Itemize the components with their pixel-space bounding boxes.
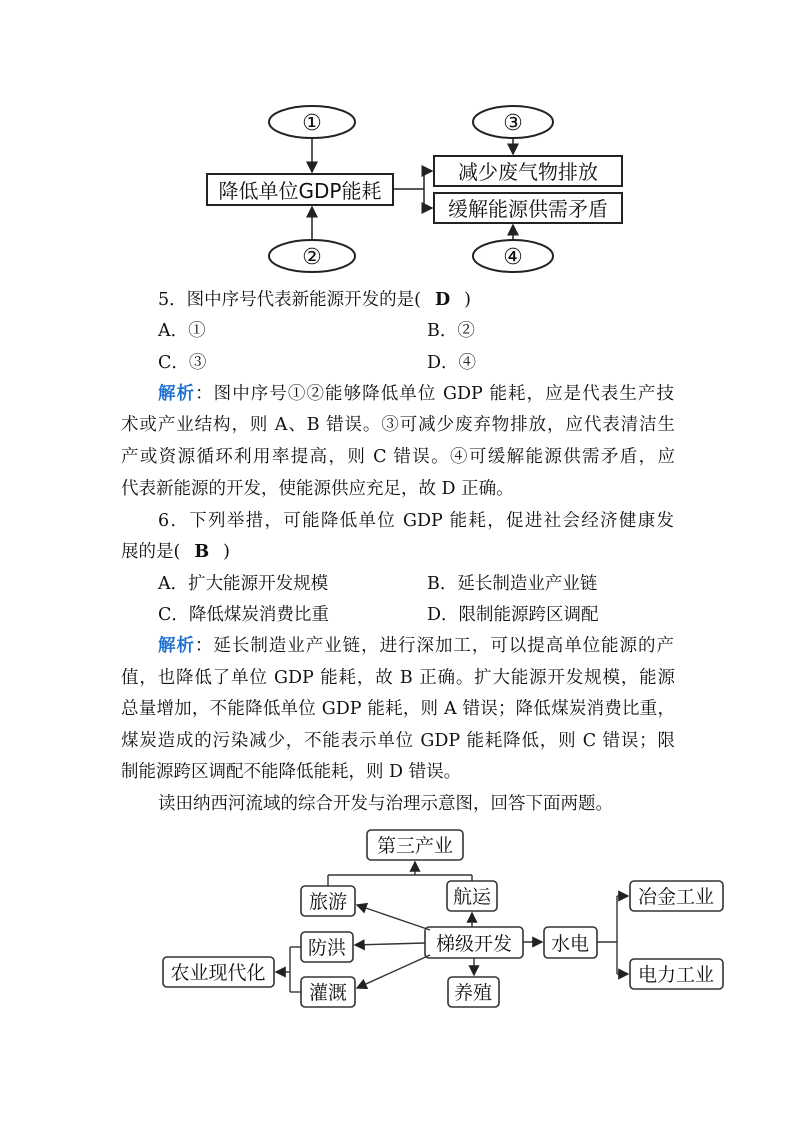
aquaculture-label: 养殖: [453, 982, 493, 1004]
q6-option-a: A．扩大能源开发规模: [158, 574, 329, 594]
q5-stem: [158, 285, 471, 316]
box-reduce-gdp-energy-label: 降低单位GDP能耗: [218, 179, 382, 203]
circle-1-label: ①: [302, 111, 322, 136]
tertiary-label: 第三产业: [376, 835, 454, 857]
q6-analysis-label: 解析: [158, 636, 195, 656]
agri-label: 农业现代化: [170, 962, 266, 984]
q5-option-c: C．③: [158, 353, 207, 373]
box-reduce-waste-label: 减少废气物排放: [458, 160, 598, 184]
intro-text: 读田纳西河流域的综合开发与治理示意图，回答下面两题。: [158, 794, 613, 814]
hydro-label: 水电: [550, 933, 590, 955]
q5-option-a: A．①: [158, 321, 206, 341]
q6-analysis-line-3: 总量增加，不能降低单位 GDP 能耗，则 A 错误；降低煤炭消费比重，: [121, 699, 675, 719]
q6-analysis-line-4: 煤炭造成的污染减少，不能表示单位 GDP 能耗降低，则 C 错误；限: [121, 731, 675, 751]
q6-answer: B: [194, 542, 210, 562]
irrigation-label: 灌溉: [308, 982, 348, 1004]
circle-2-label: ②: [302, 245, 322, 270]
q5-analysis-line-2: 术或产业结构，则 A、B 错误。③可减少废弃物排放，应代表清洁生: [121, 415, 675, 435]
q6-option-b: B．延长制造业产业链: [427, 574, 598, 594]
metallurgy-label: 冶金工业: [637, 886, 715, 908]
q5-option-d: D．④: [427, 353, 477, 373]
q6-analysis-line-2: 值，也降低了单位 GDP 能耗，故 B 正确。扩大能源开发规模，能源: [121, 668, 675, 688]
circle-4-label: ④: [503, 245, 523, 270]
q6-analysis-line-5: 制能源跨区调配不能降低能耗，则 D 错误。: [121, 762, 462, 782]
diagram-energy: [0, 0, 794, 290]
circle-3-label: ③: [503, 111, 523, 136]
diagram-tennessee: [0, 823, 794, 1023]
q6-stem-line-1: 6．下列举措，可能降低单位 GDP 能耗，促进社会经济健康发: [158, 511, 674, 531]
q5-option-b: B．②: [427, 321, 475, 341]
box-ease-energy-label: 缓解能源供需矛盾: [448, 197, 608, 221]
q6-analysis-line-1: 解析：延长制造业产业链，进行深加工，可以提高单位能源的产: [158, 636, 675, 656]
q5-analysis-label: 解析: [158, 384, 196, 404]
q5-answer: D: [434, 290, 451, 310]
cascade-label: 梯级开发: [435, 933, 513, 955]
q5-analysis-line-1: 解析：图中序号①②能够降低单位 GDP 能耗，应是代表生产技: [158, 384, 674, 404]
q6-option-c: C．降低煤炭消费比重: [158, 605, 329, 625]
q5-close: ): [464, 290, 471, 310]
power-label: 电力工业: [637, 964, 715, 986]
q5-analysis-line-4: 代表新能源的开发，使能源供应充足，故 D 正确。: [121, 479, 514, 499]
q6-stem-line-2: 展的是( B ): [121, 537, 230, 568]
q5-analysis-line-3: 产或资源循环利用率提高，则 C 错误。④可缓解能源供需矛盾，应: [121, 447, 675, 467]
q6-option-d: D．限制能源跨区调配: [427, 605, 599, 625]
flood-label: 防洪: [307, 937, 347, 959]
q5-stem-text: 5．图中序号代表新能源开发的是(: [158, 290, 421, 310]
tourism-label: 旅游: [308, 891, 348, 913]
shipping-label: 航运: [452, 886, 492, 908]
